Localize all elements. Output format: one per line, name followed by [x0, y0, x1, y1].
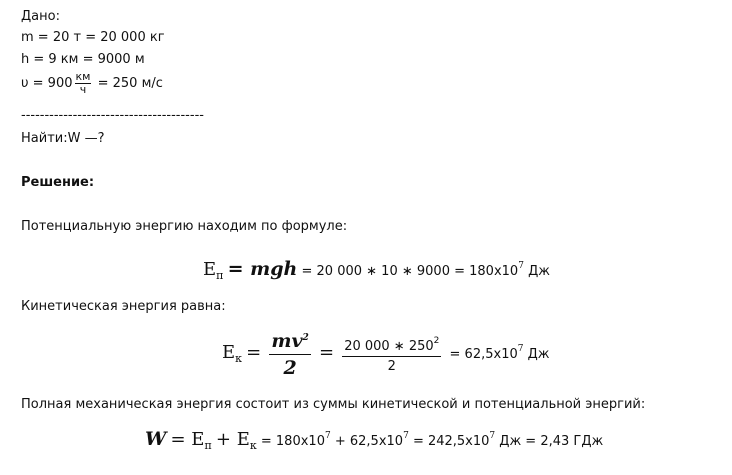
given-speed: [21, 70, 163, 98]
potential-intro: Потенциальную энергию находим по формуле:: [21, 219, 348, 234]
total-result: Дж = 2,43 ГДж: [499, 434, 604, 449]
total-plus2: + 62,5x10: [334, 434, 404, 449]
total-eq1: = E: [170, 429, 205, 450]
potential-lhs: E: [203, 259, 217, 280]
kinetic-formula: $E_к$ = $\frac{mv^2}{2}$ = $\frac{20 000 ∗ 250^2}{2}$ = $62,5x10^7$ Дж: [222, 330, 550, 379]
potential-mgh: = mgh: [227, 258, 298, 280]
potential-unit: Дж: [528, 264, 550, 279]
total-eq2: = 180x10: [260, 434, 325, 449]
kinetic-fraction: [269, 330, 310, 379]
given-height: h = 9 км = 9000 м: [21, 52, 145, 67]
speed-unit-den: ч: [79, 83, 87, 96]
kinetic-exp: 7: [517, 344, 524, 354]
find-line: Найти:W —?: [21, 131, 105, 146]
given-separator: ---------------------------------------: [21, 108, 204, 123]
kinetic-unit: Дж: [527, 347, 550, 362]
total-eq3: = 242,5x10: [412, 434, 490, 449]
speed-unit-num: км: [75, 70, 91, 83]
kinetic-result: = 62,5x10: [449, 347, 518, 362]
potential-lhs-sub: п: [216, 269, 224, 282]
potential-formula: [203, 258, 550, 282]
kinetic-lhs-sub: к: [235, 352, 243, 365]
kinetic-intro: Кинетическая энергия равна:: [21, 299, 226, 314]
total-intro: Полная механическая энергия состоит из суммы кинетической и потенциальной энергий:: [21, 397, 646, 412]
given-mass: m = 20 т = 20 000 кг: [21, 30, 165, 45]
kinetic-num: $mv^2$: [269, 330, 310, 355]
total-formula: $W = E_п + E_к = 180x10^7 + 62,5x10^7 = 242,5x10^7$ Дж = 2,43 ГДж: [145, 428, 604, 452]
potential-calc: = 20 000 ∗ 10 ∗ 9000 = 180x10: [301, 264, 519, 279]
total-plus: + E: [215, 429, 250, 450]
speed-unit-fraction: [75, 71, 92, 96]
potential-exp: 7: [518, 261, 524, 271]
speed-result: = 250 м/с: [97, 76, 163, 91]
kinetic-calc-den: 2: [387, 358, 396, 374]
given-label: Дано:: [21, 9, 60, 24]
kinetic-calc-fraction: [342, 336, 441, 374]
kinetic-den: 2: [283, 357, 297, 379]
kinetic-calc-num: 20 000 ∗ $250^2$: [342, 336, 441, 357]
total-lhs: W: [145, 428, 167, 450]
solution-heading: Решение:: [21, 175, 95, 190]
kinetic-lhs: E: [222, 342, 236, 363]
speed-prefix: υ = 900: [21, 76, 73, 91]
